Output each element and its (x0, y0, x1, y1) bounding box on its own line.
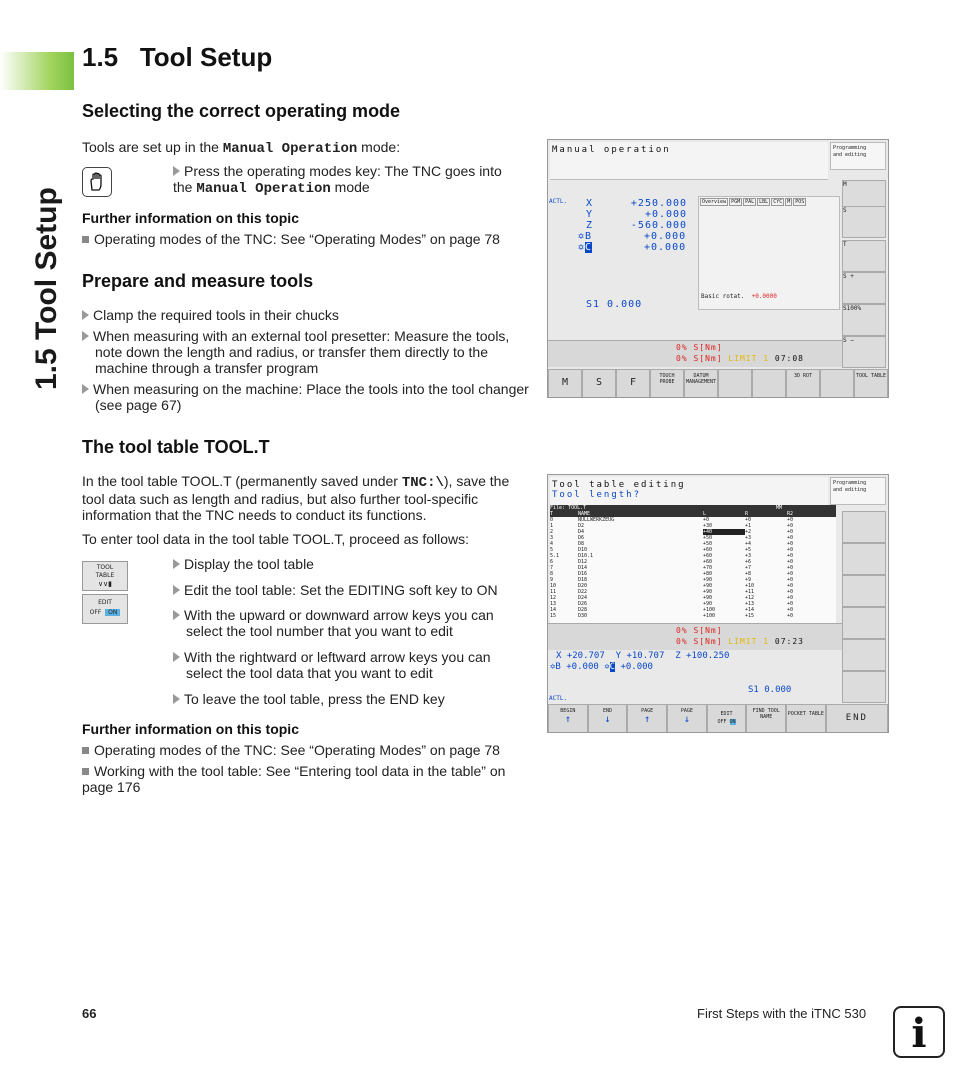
table-cell: D22 (578, 589, 588, 595)
status-tabs-panel (698, 196, 840, 310)
table-cell: +0 (703, 517, 710, 523)
screen2-actl-label: ACTL. (549, 695, 568, 702)
softkey-datum-management[interactable]: DATUM MANAGEMENT (684, 369, 718, 398)
table-cell: D26 (578, 601, 588, 607)
table-cell: +0 (787, 577, 794, 583)
spindle-display: S1 0.000 (586, 299, 643, 310)
tab-cyc[interactable]: CYC (773, 199, 783, 205)
table-cell: +0 (787, 553, 794, 559)
table-cell: +6 (745, 559, 752, 565)
table-cell: +50 (703, 535, 713, 541)
pos-c: ✡C +0.000 (578, 242, 687, 253)
tab-pgm[interactable]: PGM (731, 199, 741, 205)
section-heading-prepare-tools: Prepare and measure tools (82, 271, 314, 291)
table-cell: 2 (550, 529, 554, 535)
softkey-find-tool-name[interactable]: FIND TOOL NAME (746, 704, 786, 733)
further-info-item-1: Operating modes of the TNC: See “Operating Modes” on page 78 (82, 231, 527, 247)
table-cell: +0 (787, 523, 794, 529)
status-line-1: 0% S[Nm] (676, 343, 723, 352)
table-cell: +5 (745, 547, 752, 553)
table-cell: +15 (745, 613, 755, 619)
table-cell: +30 (703, 523, 713, 529)
intro-text: Tools are set up in the Manual Operation mode: (82, 139, 401, 157)
further-info-item-3: Working with the tool table: See “Entering tool data in the table” on page 176 (82, 763, 506, 795)
screen2-side-softkey-3[interactable] (842, 575, 886, 607)
table-cell: D10 (578, 547, 588, 553)
manual-operation-key-icon (82, 167, 112, 197)
table-cell: +8 (745, 571, 752, 577)
screen2-status-bar (548, 623, 844, 650)
table-cell: +2 (745, 529, 752, 535)
tool-table-instructions: To enter tool data in the tool table TOOL.T, proceed as follows: (82, 531, 470, 547)
table-cell: NULLWERKZEUG (578, 517, 615, 523)
softkey-s[interactable]: S (582, 369, 616, 398)
further-info-heading-1: Further information on this topic (82, 210, 299, 226)
softkey-f[interactable]: F (616, 369, 650, 398)
section-heading-operating-mode: Selecting the correct operating mode (82, 101, 401, 121)
screen2-pos-row-1: X +20.707 Y +10.707 Z +100.250 (556, 651, 730, 661)
screen2-mode-label: Programming and editing (830, 477, 886, 505)
table-cell: 9 (550, 577, 554, 583)
tool-step-5: To leave the tool table, press the END key (173, 691, 523, 707)
table-cell: +0 (787, 547, 794, 553)
screen2-side-softkey-6[interactable] (842, 671, 886, 703)
footer-title: First Steps with the iTNC 530 (697, 1006, 867, 1021)
table-cell: +11 (745, 589, 755, 595)
tool-table-file-header: File: TOOL.T MM (550, 505, 836, 511)
table-cell: 11 (550, 589, 557, 595)
table-cell: D10.1 (578, 553, 594, 559)
table-cell: 0 (550, 517, 554, 523)
page-number: 66 (82, 1006, 97, 1021)
screen-mode-label: Programming and editing (830, 142, 886, 170)
side-softkey-s100[interactable]: S100% (842, 304, 886, 336)
side-softkey-s[interactable]: S (842, 206, 886, 238)
table-cell: 6 (550, 559, 554, 565)
table-cell: D30 (578, 613, 588, 619)
status-bar (548, 340, 844, 367)
page-title: 1.5 Tool Setup (82, 42, 273, 72)
side-softkey-m[interactable]: M (842, 180, 886, 212)
table-cell: +0 (787, 517, 794, 523)
table-cell: 10 (550, 583, 557, 589)
table-cell: D28 (578, 607, 588, 613)
table-cell: +12 (745, 595, 755, 601)
table-cell: 8 (550, 571, 554, 577)
screen2-status-line-1: 0% S[Nm] (676, 626, 723, 635)
screen2-side-softkey-2[interactable] (842, 543, 886, 575)
tab-pal[interactable]: PAL (745, 199, 755, 205)
tool-table-paragraph: In the tool table TOOL.T (permanently saved under TNC:\), save the tool data such as length and radius, but also further tool-specific information that the TNC needs to conduct its functions. (82, 473, 510, 523)
softkey-end-arrow[interactable]: END ↓ (588, 704, 628, 733)
table-cell: +0 (787, 565, 794, 571)
chapter-tab: 1.5 Tool Setup (30, 187, 63, 390)
table-cell: D18 (578, 577, 588, 583)
screen2-side-softkey-5[interactable] (842, 639, 886, 671)
pos-x: X +250.000 (586, 198, 688, 209)
table-cell: 15 (550, 613, 557, 619)
table-cell: +90 (703, 583, 713, 589)
screen-title: Manual operation (550, 142, 828, 180)
table-cell: +0 (787, 595, 794, 601)
table-cell: +90 (703, 601, 713, 607)
table-cell: +60 (703, 559, 713, 565)
table-cell: D12 (578, 559, 588, 565)
table-cell: 5 (550, 547, 554, 553)
table-row[interactable] (550, 613, 836, 619)
softkey-touch-probe[interactable]: TOUCH PROBE (650, 369, 684, 398)
actl-label: ACTL. (549, 198, 568, 205)
table-cell: +0 (787, 535, 794, 541)
screen2-side-softkey-4[interactable] (842, 607, 886, 639)
table-cell: +0 (787, 613, 794, 619)
tool-step-1: Display the tool table (173, 556, 523, 572)
step-mode-key: Press the operating modes key: The TNC goes into the Manual Operation mode (173, 163, 502, 197)
table-cell: 13 (550, 601, 557, 607)
side-softkey-s-plus[interactable]: S + (842, 272, 886, 304)
table-cell: +9 (745, 577, 752, 583)
bottom-softkey-row (548, 369, 888, 397)
table-cell: +90 (703, 595, 713, 601)
softkey-empty-3[interactable] (820, 369, 854, 398)
table-cell: +90 (703, 589, 713, 595)
further-info-heading-2: Further information on this topic (82, 721, 299, 737)
further-info-item-2: Operating modes of the TNC: See “Operating Modes” on page 78 (82, 742, 527, 758)
table-cell: +90 (703, 577, 713, 583)
table-cell: D24 (578, 595, 588, 601)
screen2-subtitle: Tool length? (552, 490, 642, 500)
table-cell: +0 (787, 589, 794, 595)
table-cell: D14 (578, 565, 588, 571)
table-cell: D20 (578, 583, 588, 589)
table-cell: +0 (787, 607, 794, 613)
table-cell: 7 (550, 565, 554, 571)
table-cell: 5.1 (550, 553, 560, 559)
tab-lbl[interactable]: LBL (759, 199, 769, 205)
table-cell: +0 (787, 559, 794, 565)
table-cell: D4 (578, 529, 585, 535)
basic-rotation: Basic rotat. +0.0000 (701, 293, 777, 300)
table-cell: +100 (703, 607, 716, 613)
table-cell: D6 (578, 535, 585, 541)
screen2-pos-row-2: ✡B +0.000 ✡C +0.000 (550, 662, 653, 672)
table-cell: +60 (703, 547, 713, 553)
table-cell: +0 (787, 571, 794, 577)
tool-step-3: With the upward or downward arrow keys you can select the tool number that you want to edit (173, 607, 531, 639)
table-cell: +7 (745, 565, 752, 571)
tool-table-body (550, 517, 836, 619)
table-cell: +0 (787, 601, 794, 607)
tool-step-4: With the rightward or leftward arrow keys you can select the tool data that you want to edit (173, 649, 531, 681)
tab-pos[interactable]: POS (795, 199, 805, 205)
info-icon: i (893, 1006, 945, 1058)
screen2-side-softkey-1[interactable] (842, 511, 886, 543)
softkey-edit[interactable]: EDIT OFF ON (707, 704, 747, 733)
table-cell: +4 (745, 541, 752, 547)
screen2-status-line-2: 0% S[Nm] LIMIT 1 07:23 (676, 637, 804, 646)
softkey-pocket-table[interactable]: POCKET TABLE (786, 704, 826, 733)
table-cell: 4 (550, 541, 554, 547)
tool-table (550, 505, 836, 623)
screen2-title-area (550, 477, 828, 507)
table-cell: +3 (745, 535, 752, 541)
table-cell: 12 (550, 595, 557, 601)
screen2-title: Tool table editing (552, 480, 686, 490)
pos-b: ✡B +0.000 (578, 231, 687, 242)
pos-y: Y +0.000 (586, 209, 688, 220)
table-cell: +0 (745, 517, 752, 523)
side-softkey-s-minus[interactable]: S − (842, 336, 886, 368)
table-cell: D16 (578, 571, 588, 577)
table-cell: +10 (745, 583, 755, 589)
softkey-end[interactable]: END (826, 704, 888, 733)
table-cell: +1 (745, 523, 752, 529)
table-cell: +70 (703, 565, 713, 571)
table-cell: D2 (578, 523, 585, 529)
table-cell: +100 (703, 613, 716, 619)
softkey-begin[interactable]: BEGIN ↑ (548, 704, 588, 733)
tool-step-2: Edit the tool table: Set the EDITING soft key to ON (173, 582, 523, 598)
tab-overview[interactable]: Overview (702, 199, 727, 205)
softkey-3d-rot[interactable]: 3D ROT (786, 369, 820, 398)
prepare-item-2: When measuring with an external tool presetter: Measure the tools, note down the length and radius, or transfer them directly to the machine through a transfer program (82, 328, 540, 376)
prepare-item-1: Clamp the required tools in their chucks (82, 307, 527, 323)
softkey-tool-table[interactable]: TOOL TABLE (854, 369, 888, 398)
side-softkey-t[interactable]: T (842, 240, 886, 272)
table-cell: +50 (703, 541, 713, 547)
softkey-m[interactable]: M (548, 369, 582, 398)
screen2-bottom-softkey-row (548, 704, 888, 732)
table-cell: +14 (745, 607, 755, 613)
table-cell: +80 (703, 571, 713, 577)
prepare-item-3: When measuring on the machine: Place the tools into the tool changer (see page 67) (82, 381, 540, 413)
table-cell: 1 (550, 523, 554, 529)
screen2-spindle: S1 0.000 (748, 685, 792, 695)
softkey-page-up[interactable]: PAGE ↑ (627, 704, 667, 733)
table-cell: +40 (703, 529, 745, 535)
section-heading-tool-table: The tool table TOOL.T (82, 437, 270, 457)
softkey-empty-1[interactable] (718, 369, 752, 398)
tool-table-screenshot (547, 474, 889, 733)
tool-table-softkey-icon: TOOL TABLE ∨∨▮ (82, 561, 128, 591)
screen2-position-display (548, 649, 844, 699)
table-cell: +0 (787, 583, 794, 589)
table-cell: +13 (745, 601, 755, 607)
softkey-page-down[interactable]: PAGE ↓ (667, 704, 707, 733)
status-line-2: 0% S[Nm] LIMIT 1 07:08 (676, 354, 804, 363)
pos-z: Z -560.000 (586, 220, 688, 231)
table-cell: 14 (550, 607, 557, 613)
table-cell: +60 (703, 553, 713, 559)
manual-operation-screenshot (547, 139, 889, 398)
softkey-empty-2[interactable] (752, 369, 786, 398)
table-cell: 3 (550, 535, 554, 541)
table-cell: +0 (787, 541, 794, 547)
table-cell: +3 (745, 553, 752, 559)
tool-table-header: T NAME L R R2 (550, 511, 836, 517)
table-cell: D8 (578, 541, 585, 547)
table-cell: +0 (787, 529, 794, 535)
tab-m[interactable]: M (787, 199, 791, 205)
edit-softkey-icon: EDIT OFF ON (82, 594, 128, 624)
